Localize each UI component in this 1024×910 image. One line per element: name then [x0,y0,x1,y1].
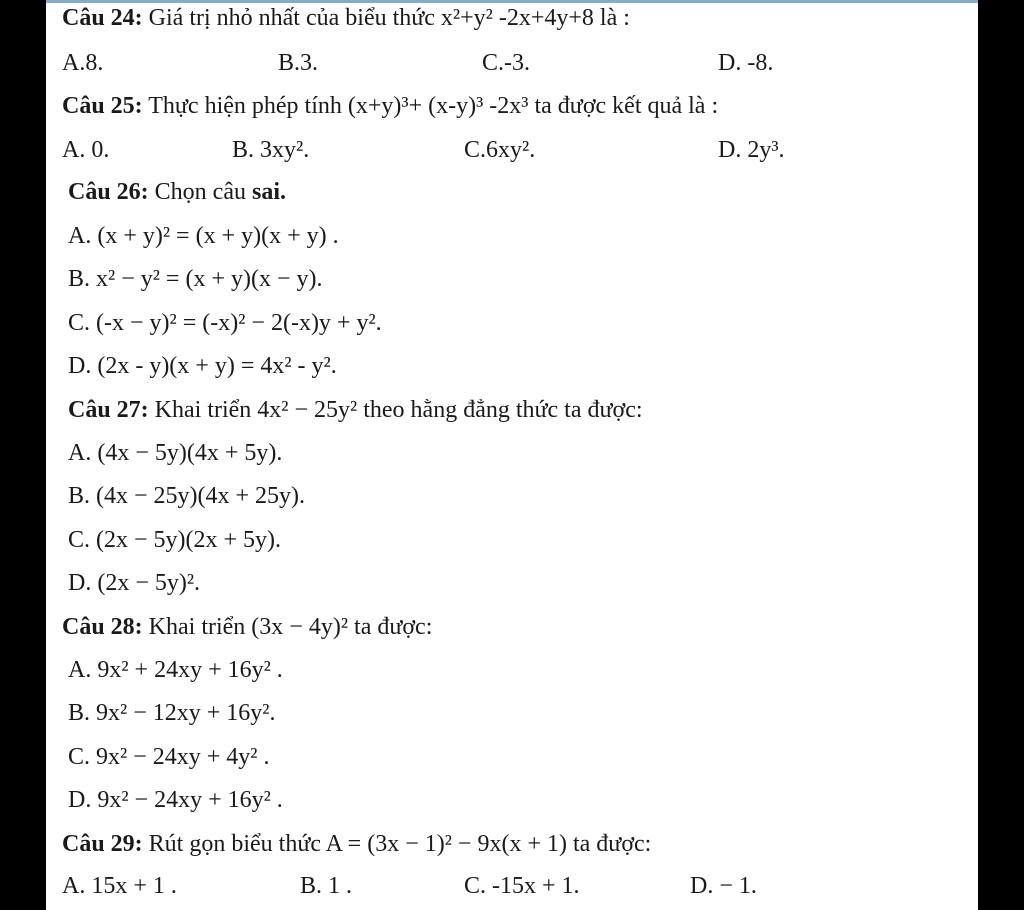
question-26-option-c: C. (-x − y)² = (-x)² − 2(-x)y + y². [68,310,382,336]
question-24-option-d: D. -8. [718,50,774,76]
question-26-option-d: D. (2x - y)(x + y) = 4x² - y². [68,353,337,379]
question-29-option-d: D. − 1. [690,873,757,899]
question-25-option-a: A. 0. [62,137,110,163]
question-24-option-a: A.8. [62,50,104,76]
question-27-option-b: B. (4x − 25y)(4x + 25y). [68,483,306,509]
question-28-option-a: A. 9x² + 24xy + 16y² . [68,657,283,683]
question-25-option-c: C.6xy². [464,137,536,163]
question-27-option-a: A. (4x − 5y)(4x + 5y). [68,440,283,466]
question-28-option-c: C. 9x² − 24xy + 4y² . [68,744,270,770]
question-26-text: Chọn câu [154,179,246,205]
question-29 [62,830,651,858]
question-29-option-b: B. 1 . [300,873,353,899]
question-25-text: Thực hiện phép tính (x+y)³+ (x-y)³ -2x³ ta được kết quả là : [148,93,719,119]
question-29-option-a: A. 15x + 1 . [62,873,177,899]
question-26 [68,178,286,206]
document-page [46,0,978,910]
question-29-option-c: C. -15x + 1. [464,873,580,899]
question-27-option-c: C. (2x − 5y)(2x + 5y). [68,527,282,553]
question-26-option-a: A. (x + y)² = (x + y)(x + y) . [68,223,339,249]
question-24-option-b: B.3. [278,50,319,76]
left-black-border [0,0,46,910]
question-26-option-b: B. x² − y² = (x + y)(x − y). [68,266,323,292]
question-25 [62,92,718,120]
question-24-label: Câu 24: [62,5,143,31]
question-26-text-bold: sai. [251,179,286,205]
question-28-label: Câu 28: [62,614,143,640]
question-29-text: Rút gọn biểu thức A = (3x − 1)² − 9x(x + 1) ta được: [148,831,652,857]
question-24-option-c: C.-3. [482,50,530,76]
question-27 [68,396,643,424]
question-25-label: Câu 25: [62,93,143,119]
question-28 [62,613,432,641]
question-28-option-d: D. 9x² − 24xy + 16y² . [68,787,283,813]
question-28-option-b: B. 9x² − 12xy + 16y². [68,700,276,726]
top-blue-line [46,0,978,3]
question-27-option-d: D. (2x − 5y)². [68,570,201,596]
question-28-text: Khai triển (3x − 4y)² ta được: [148,614,433,640]
right-black-border [978,0,1024,910]
question-26-label: Câu 26: [68,179,149,205]
question-27-label: Câu 27: [68,397,149,423]
question-27-text: Khai triển 4x² − 25y² theo hằng đẳng thức ta được: [154,397,643,423]
question-24 [62,4,630,32]
question-25-option-d: D. 2y³. [718,137,785,163]
question-25-option-b: B. 3xy². [232,137,310,163]
question-24-text: Giá trị nhỏ nhất của biểu thức x²+y² -2x+4y+8 là : [148,5,630,31]
question-29-label: Câu 29: [62,831,143,857]
